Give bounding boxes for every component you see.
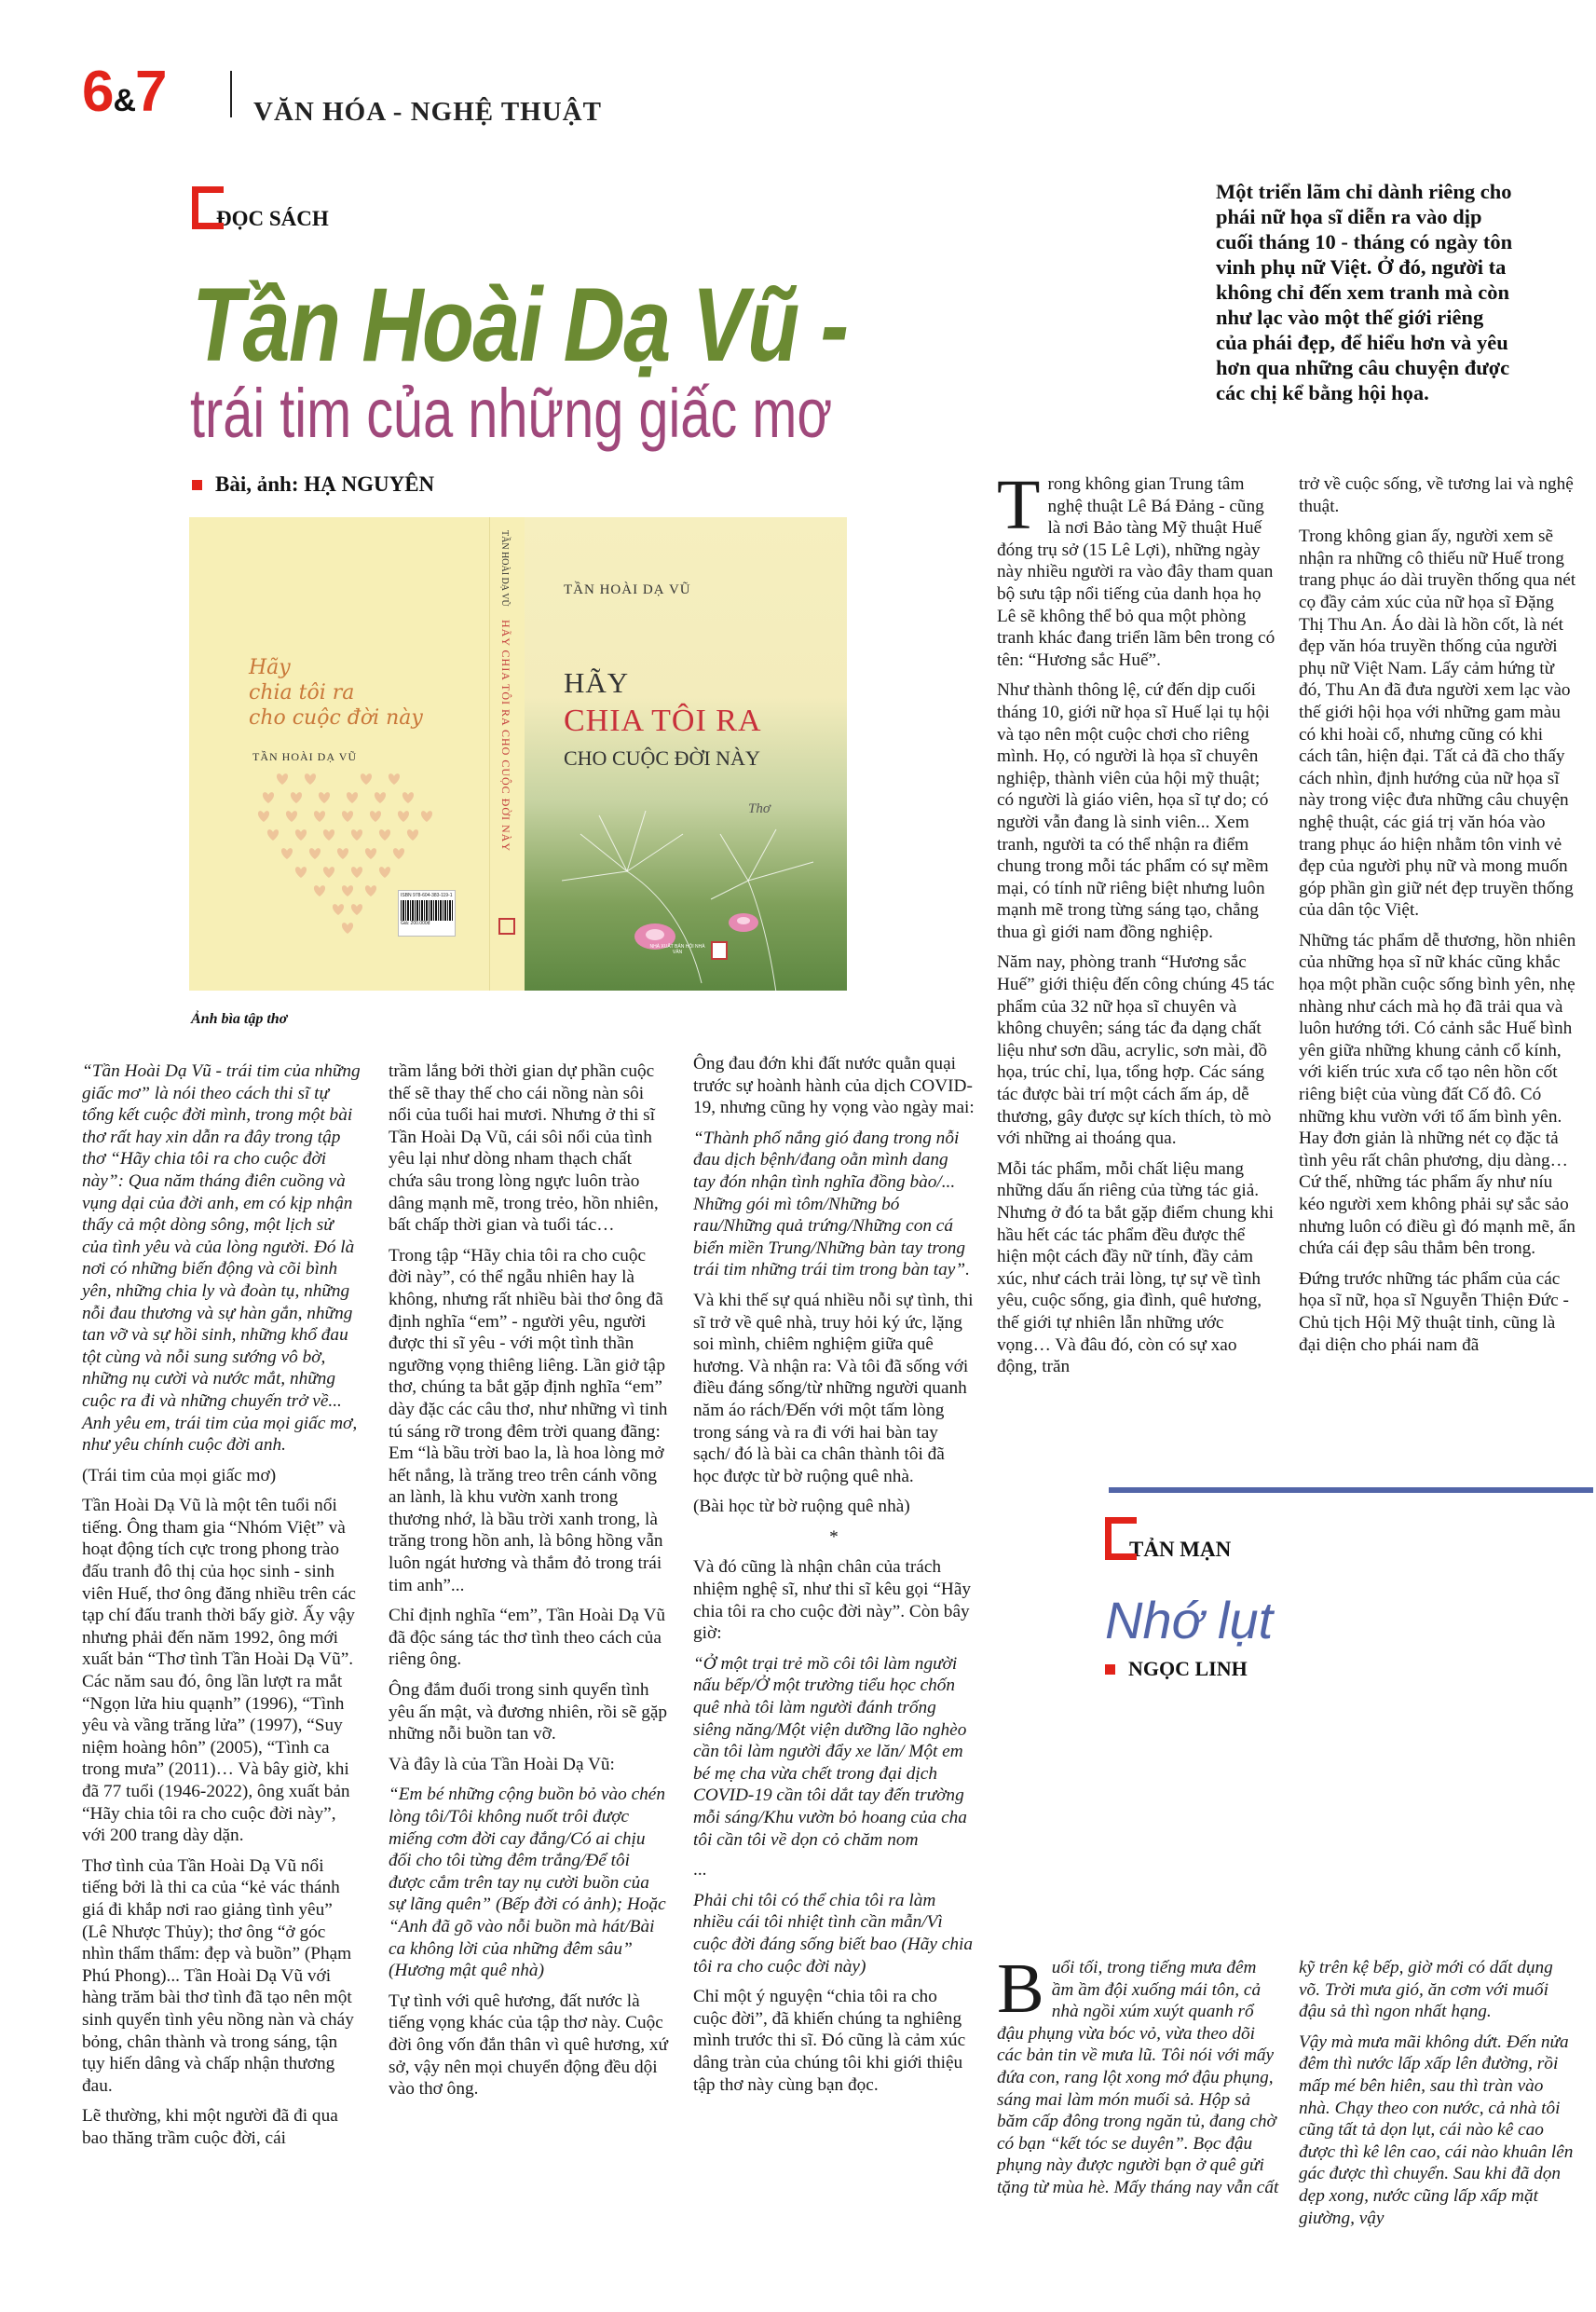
paragraph: Lẽ thường, khi một người đã đi qua bao thăng trầm cuộc đời, cái	[82, 2106, 338, 2148]
heart-shape	[319, 792, 330, 803]
paragraph: Những tác phẩm dễ thương, hồn nhiên của những họa sĩ nữ khác cũng khắc họa một phần cuộc sống bình yên, nhẹ nhàng như cách mà họ đã trải qua và luôn hướng tới. Có cảnh sắc Huế bình yên giữa những khung cảnh cổ kính, với kiến trúc xưa cổ tạo nên hồn cốt riêng biệt của vùng đất Cố đô. Có những khu vườn với tổ ấm bình yên. Hay đơn giản là những nét cọ đặc tả tình yêu rất chân phương, dịu dàng… Cứ thế, những tác phẩm ấy như níu kéo người xem không phải sự sắc sảo nhưng luôn có điều gì đó mạnh mẽ, ẩn chứa cái đẹp sâu thẳm bên trong.	[1299, 930, 1576, 1259]
publisher-logo-icon	[498, 918, 515, 935]
paragraph: Đứng trước những tác phẩm của các họa sĩ nữ, họa sĩ Nguyễn Thiện Đức - Chủ tịch Hội Mỹ thuật tỉnh, cũng là đại diện cho phái nam đã	[1299, 1268, 1569, 1355]
page-number	[82, 60, 167, 130]
paragraph	[693, 1653, 975, 1851]
paragraph: Và đây là của Tần Hoài Dạ Vũ:	[389, 1754, 615, 1774]
paragraph	[693, 1890, 975, 1977]
book-cover-image	[189, 517, 847, 991]
barcode	[398, 890, 456, 937]
paragraph	[82, 1060, 361, 1457]
paragraph-text: kỹ trên kệ bếp, giờ mới có dất dụng võ. Trời mưa gió, ăn cơm với muối đậu sả thì ngon nhất hạng.	[1299, 1958, 1553, 2022]
kicker-tan-man	[1105, 1517, 1233, 1560]
heart-shape	[351, 867, 362, 878]
cover-back-title-2: chia tôi ra	[249, 681, 355, 705]
cover-back	[189, 517, 489, 991]
paragraph: Ông đau đớn khi đất nước quằn quại trước sự hoành hành của dịch COVID-19, nhưng cũng hy vọng vào ngày mai:	[693, 1054, 975, 1118]
paragraph: (Bài học từ bờ ruộng quê nhà)	[693, 1497, 910, 1517]
heart-shape	[370, 811, 381, 822]
paragraph: Thơ tình của Tần Hoài Dạ Vũ nổi tiếng bởi là thi ca của “kẻ vác thánh giá đi khắp nơi rao giảng tình yêu” (Lê Nhược Thủy); thơ ông “ở góc nhìn thẩm thẩm: đẹp và buồn” (Phạm Phú Phong)... Tần Hoài Dạ Vũ với hàng trăm bài thơ tình đã tạo nên một sinh quyển tình yêu nồng nàn và cháy bỏng, chân thành và trong sáng, tận tụy hiến dâng và chấp nhận thương đau.	[82, 1855, 354, 2096]
heart-shape	[342, 811, 353, 822]
heart-shape	[361, 773, 372, 785]
header-divider	[230, 71, 232, 117]
paragraph: (Trái tim của mọi giấc mơ)	[82, 1465, 277, 1485]
paragraph: Và đó cũng là nhận chân của trách nhiệm nghệ sĩ, như thi sĩ kêu gọi “Hãy chia tôi ra cho cuộc đời này”. Còn bây giờ:	[693, 1557, 972, 1644]
heart-shape	[351, 829, 362, 841]
heart-shape	[342, 885, 353, 896]
paragraph: Chỉ một ý nguyện “chia tôi ra cho cuộc đời”, đã khiến chúng ta nghiêng mình trước thi sĩ. Đó cũng là cảm xúc dâng tràn của chúng tôi khi giới thiệu tập thơ này cùng bạn đọc.	[693, 1987, 966, 2095]
front-genre: Thơ	[748, 801, 771, 816]
page-number-amp: &	[113, 83, 136, 118]
front-publisher-logo-icon	[711, 941, 728, 960]
front-publisher: NHÀ XUẤT BẢN HỘI NHÀ VĂN	[649, 944, 705, 955]
heart-shape	[407, 829, 418, 841]
heart-shape	[342, 923, 353, 934]
section-separator: *	[829, 1526, 839, 1547]
bullet-square-icon	[192, 480, 202, 490]
heart-shape	[323, 829, 334, 841]
paragraph-text: “Thành phố nắng gió đang trong nỗi đau dịch bệnh/đang oằn mình dang tay đón nhận tình nghĩa đồng bào/... Những gói mì tôm/Những bó rau/Những quả trứng/Những con cá biển miền Trung/Những bàn tay trong trái tim những trái tim trong bàn tay”.	[693, 1128, 970, 1280]
paragraph: Và khi thế sự quá nhiều nỗi sự tình, thi sĩ trở về quê nhà, truy hỏi ký ức, lặng soi mình, chiêm nghiệm giữa quê hương. Và nhận ra: Và tôi đã sống với điều đáng sống/từ những người quanh năm áo rách/Đến với một tấm lòng trong sáng và ra đi với hai bàn tay sạch/ đó là bài ca chân thành tôi đã học được từ bờ ruộng quê nhà.	[693, 1290, 974, 1486]
article1-column-1	[82, 1060, 361, 2158]
heart-shape	[379, 867, 390, 878]
front-title-2: CHIA TÔI RA	[564, 704, 762, 738]
cover-back-title-3: cho cuộc đời này	[249, 706, 423, 730]
heart-shape	[305, 773, 316, 785]
heart-shape	[421, 811, 432, 822]
byline-text: Bài, ảnh: HẠ NGUYÊN	[215, 472, 435, 496]
article2-lede: Một triển lãm chỉ dành riêng cho phái nữ họa sĩ diễn ra vào dịp cuối tháng 10 - tháng có ngày tôn vinh phụ nữ Việt. Ở đó, người ta không chỉ đến xem tranh mà còn như lạc vào một thế giới riêng của phái đẹp, để hiểu hơn và yêu hơn qua những câu chuyện được các chị kể bằng hội họa.	[1216, 180, 1513, 404]
paragraph: Tần Hoài Dạ Vũ là một tên tuổi nổi tiếng. Ông tham gia “Nhóm Việt” và hoạt động tích cực trong phong trào đấu tranh đô thị của học sinh - sinh viên Huế, thơ ông đăng nhiều trên các tạp chí đấu tranh thời bấy giờ. Ấy vậy nhưng phải đến năm 1992, ông mới xuất bản “Thơ tình Tần Hoài Dạ Vũ”. Các năm sau đó, ông lần lượt ra mắt “Ngọn lửa hiu quạnh” (1996), “Tình yêu và vầng trăng lửa” (1997), “Suy niệm hoàng hôn” (2005), “Tình ca trong mưa” (2011)… Và bây giờ, khi đã 77 tuổi (1946-2022), ông xuất bản “Hãy chia tôi ra cho cuộc đời này”, với 200 trang dày dặn.	[82, 1496, 356, 1846]
heart-shape	[365, 885, 376, 896]
heart-shape	[309, 848, 321, 859]
paragraph: Trong không gian ấy, người xem sẽ nhận ra những cô thiếu nữ Huế trong trang phục áo dài truyền thống qua nét cọ đầy cảm xúc của nữ họa sĩ Đặng Thị Thu An. Áo dài là hồn cốt, là nét đẹp văn hóa truyền thống của người phụ nữ Việt Nam. Lấy cảm hứng từ đó, Thu An đã đưa người xem lạc vào thế giới hội họa với những gam màu có khi hoài cổ, nhưng cũng có khi cách tân, hiện đại. Tất cả đã cho thấy cách nhìn, định hướng của nữ họa sĩ này trong việc đưa những câu chuyện nghệ thuật, các giá trị văn hóa vào trang phục áo hiện nhằm tôn vinh vẻ đẹp của người phụ nữ và mong muốn góp phần gìn giữ nét đẹp truyền thống của dân tộc Việt.	[1299, 527, 1576, 921]
heart-shape	[393, 848, 404, 859]
page-number-b: 7	[135, 60, 167, 124]
dropcap: T	[997, 466, 1041, 544]
paragraph-text: “Tần Hoài Dạ Vũ - trái tim của những giấc mơ” là nói theo cách thi sĩ tự tổng kết cuộc đời mình, trong một bài thơ rất hay xin dẫn ra đây trong tập thơ “Hãy chia tôi ra cho cuộc đời này”: Qua năm tháng điên cuồng và vụng dại của đời anh, em có kịp nhận thấy cả một dòng sông, một lịch sử của tình yêu và của lòng người. Đó là nơi có những biến động và cõi bình yên, những chia ly và đoàn tụ, những nỗi đau thương và sự hàn gắn, những tan vỡ và sự hồi sinh, những khổ đau tột cùng và nỗi sung sướng vô bờ, những nụ cười và nước mắt, những cuộc ra đi và những chuyến trở về... Anh yêu em, trái tim của mọi giấc mơ, như yêu chính cuộc đời anh.	[82, 1061, 361, 1456]
byline-text: NGỌC LINH	[1128, 1657, 1248, 1680]
paragraph	[1299, 1957, 1578, 2023]
heart-shape	[258, 811, 269, 822]
paragraph-text: “Em bé những cộng buồn bỏ vào chén lòng tôi/Tôi không nuốt trôi được miếng cơm đời cay đắng/Có ai chịu đối cho tôi từng đêm trắng/Để tôi được cắm trên tay nụ cười buồn của sự lãng quên” (Bếp đời có ảnh); Hoặc “Anh đã gõ vào nỗi buồn mà hát/Bài ca không lời của những đêm sâu” (Hương mật quê nhà)	[389, 1785, 666, 1981]
heart-shape	[314, 811, 325, 822]
article1-column-3	[693, 1053, 975, 2104]
byline	[192, 472, 434, 497]
front-title-1: HÃY	[564, 666, 630, 699]
headline-line-1: Tần Hoài Dạ Vũ -	[192, 267, 848, 383]
paragraph	[693, 1128, 975, 1281]
heart-shape	[277, 773, 288, 785]
dropcap: B	[997, 1949, 1044, 2028]
article3-title: Nhớ lụt	[1105, 1591, 1274, 1649]
paragraph	[997, 1949, 1280, 2199]
paragraph	[997, 466, 1278, 671]
kicker-label: TẢN MẠN	[1129, 1538, 1232, 1561]
paragraph	[389, 1784, 668, 1981]
article2-column-1	[997, 466, 1278, 1387]
page-number-a: 6	[82, 60, 114, 124]
tan-man-divider	[1109, 1487, 1593, 1493]
paragraph: Ông đắm đuối trong sinh quyển tình yêu ấn mật, và đương nhiên, rồi sẽ gặp những nỗi buồn tan vỡ.	[389, 1680, 668, 1744]
kicker-label: ĐỌC SÁCH	[216, 207, 329, 230]
heart-shape	[291, 792, 302, 803]
article2-column-2	[1299, 473, 1578, 1364]
kicker-bracket-icon	[192, 186, 224, 229]
paragraph: Năm nay, phòng tranh “Hương sắc Huế” giới thiệu đến công chúng 45 tác phẩm của 32 nữ họa sĩ chuyên và không chuyên; sáng tác đa dạng chất liệu như sơn dầu, acrylic, sơn mài, đồ họa, trúc chỉ, lụa, tổng hợp. Các sáng tác được bài trí một cách ấm áp, dễ thương, gây được sự kích thích, tò mò với những ai thoáng qua.	[997, 952, 1275, 1149]
bullet-square-icon	[1105, 1664, 1115, 1675]
heart-shape	[286, 811, 297, 822]
spine-title: HÃY CHIA TÔI RA CHO CUỘC ĐỜI NÀY	[499, 620, 512, 853]
article3-column-1	[997, 1949, 1280, 2208]
heart-shape	[263, 792, 274, 803]
barcode-bars-icon	[401, 900, 453, 921]
paragraph-text	[997, 1949, 1279, 2197]
kicker-doc-sach	[192, 186, 331, 229]
paragraph: Chỉ định nghĩa “em”, Tần Hoài Dạ Vũ đã độc sáng tác thơ tình theo cách của riêng ông.	[389, 1606, 666, 1670]
paragraph: trầm lắng bởi thời gian dự phần cuộc thế sẽ thay thế cho cái nồng nàn sôi nổi của tuổi hai mươi. Nhưng ở thi sĩ Tần Hoài Dạ Vũ, cái sôi nổi của tình yêu lại như dòng nham thạch chất chứa sâu trong lòng ngực luôn trào dâng mạnh mẽ, trong trẻo, hồn nhiên, bất chấp thời gian và tuổi tác…	[389, 1061, 659, 1236]
heart-shape	[375, 792, 386, 803]
price-text: Giá: 200.000đ	[401, 921, 430, 926]
paragraph: Mỗi tác phẩm, mỗi chất liệu mang những dấu ấn riêng của từng tác giả. Nhưng ở đó ta bắt gặp điểm chung khi hầu hết các tác phẩm đều được thể hiện một cách đầy nữ tính, đầy cảm xúc, như cách trải lòng, tự sự về tình yêu, cuộc sống, gia đình, quê hương, thế giới tự nhiên lẫn những ước vọng… Và đâu đó, còn có sự xao động, trăn	[997, 1158, 1274, 1377]
paragraph: Tự tình với quê hương, đất nước là tiếng vọng khác của tập thơ này. Cuộc đời ông vốn đắn thân vì quê hương, xứ sở, vậy nên mọi chuyển động đều dội vào thơ ông.	[389, 1991, 668, 2100]
heart-shape	[323, 867, 334, 878]
heart-shape	[398, 811, 409, 822]
heart-shape	[267, 829, 279, 841]
heart-shape	[402, 792, 414, 803]
paragraph	[1299, 2032, 1578, 2229]
cover-back-title-1: Hãy	[249, 656, 291, 679]
paragraph: Như thành thông lệ, cứ đến dịp cuối tháng 10, giới nữ họa sĩ Huế lại tụ hội và tạo nên một cuộc chơi cho riêng mình. Họ, có người là họa sĩ chuyên nghiệp, thành viên của hội mỹ thuật; có người là giáo viên, họa sĩ tự do; có người vẫn đang là sinh viên... Xem tranh, người ta có thể nhận ra điểm chung trong mỗi tác phẩm có sự mềm mại, có tính nữ riêng biệt nhưng luôn mạnh mẽ trong từng sáng tạo, chẳng thua gì giới nam đồng nghiệp.	[997, 680, 1270, 942]
paragraph-text: Vậy mà mưa mãi không dứt. Đến nửa đêm thì nước lấp xấp lên đường, rồi mấp mé bên hiên, sau thì tràn vào nhà. Chạy theo con nước, cả nhà tôi cũng tất tả dọn lụt, cái nào kê cao được thì kê lên cao, cái nào khuân lên gác được thì chuyển. Sau khi đã dọn dẹp xong, nước cũng lấp xấp mặt giường, vậy	[1299, 2032, 1574, 2228]
heart-shape	[379, 829, 390, 841]
cover-front	[525, 517, 847, 991]
front-title-3: CHO CUỘC ĐỜI NÀY	[564, 746, 760, 770]
article3-byline	[1105, 1657, 1248, 1681]
isbn-text: ISBN 978-604-383-119-1	[401, 893, 453, 898]
paragraph: Trong tập “Hãy chia tôi ra cho cuộc đời này”, có thể ngẫu nhiên hay là không, nhưng rất nhiều bài thơ ông đã định nghĩa “em” - người yêu, người được thi sĩ yêu - với một tình thần ngưỡng vọng thiêng liêng. Lần giở tập thơ, chúng ta bắt gặp định nghĩa “em” dày đặc các câu thơ, như những vì tinh tú sáng rỡ trong đêm trời quang đãng: Em “là bầu trời bao la, là hoa lòng mở hết nắng, là trăng treo trên cánh võng an lành, là khu vườn xanh trong thương nhớ, là bầu trời xanh trong, là trăng trong hồn anh, là bông hồng vẫn luôn ngát hương và thắm đỏ trong trái tim anh”...	[389, 1245, 668, 1595]
cover-spine	[489, 517, 525, 991]
heart-shape	[389, 773, 400, 785]
heart-shape	[333, 904, 344, 915]
heart-shape	[365, 848, 376, 859]
heart-shape	[295, 829, 307, 841]
front-author: TẦN HOÀI DẠ VŨ	[564, 582, 691, 597]
heart-shape	[351, 904, 362, 915]
paragraph: trở về cuộc sống, về tương lai và nghệ thuật.	[1299, 474, 1574, 516]
article1-column-2	[389, 1060, 668, 2109]
paragraph-text: rong không gian Trung tâm nghệ thuật Lê Bá Đảng - cũng là nơi Bảo tàng Mỹ thuật Huế đóng trụ sở (15 Lê Lợi), những ngày này nhiều người ra vào đây tham quan bộ sưu tập nổi tiếng của danh họa họ Lê sẽ không thể bỏ qua một phòng tranh khác đang triển lãm bên trong có tên: “Hương sắc Huế”.	[997, 474, 1275, 670]
paragraph-body: uổi tối, trong tiếng mưa đêm ầm ầm đội xuống mái tôn, cả nhà ngồi xúm xuýt quanh rổ đậu phụng vừa bóc vỏ, vừa theo dõi các bản tin về mưa lũ. Tôi nói với mấy đứa con, rang lột xong mớ đậu phụng, sáng mai làm món muối sả. Hộp sả băm cấp đông trong ngăn tủ, đang chờ có bạn “kết tóc se duyên”. Bọc đậu phụng này được người bạn ở quê gửi tặng từ mùa hè. Mấy tháng nay vẫn cất	[997, 1958, 1279, 2197]
heart-shape	[337, 848, 348, 859]
heart-shape	[281, 848, 293, 859]
heart-shape	[295, 867, 307, 878]
heart-shape	[314, 885, 325, 896]
heart-shape	[347, 792, 358, 803]
article3-column-2	[1299, 1957, 1578, 2237]
cover-caption: Ảnh bìa tập thơ	[191, 1011, 288, 1027]
paragraph-text: “Ở một trại trẻ mồ côi tôi làm người nấu bếp/Ở một trường tiểu học chốn quê nhà tôi làm người đánh trống siêng năng/Một viện dưỡng lão nghèo cần tôi làm người đẩy xe lăn/ Một em bé mẹ cha vừa chết trong đại dịch COVID-19 cần tôi dắt tay đến trường mỗi sáng/Khu vườn bỏ hoang của cha tôi cần tôi về dọn cỏ chăm nom	[693, 1653, 967, 1850]
headline-line-2: trái tim của những giấc mơ	[190, 375, 833, 452]
spine-author: TẦN HOÀI DẠ VŨ	[499, 530, 510, 607]
dandelion-flower-icon	[543, 797, 841, 991]
section-title: VĂN HÓA - NGHỆ THUẬT	[253, 97, 602, 127]
cover-back-author: TẦN HOÀI DẠ VŨ	[252, 750, 358, 763]
kicker-bracket-icon	[1105, 1517, 1137, 1560]
paragraph: ...	[693, 1860, 707, 1881]
paragraph-text: Phải chi tôi có thể chia tôi ra làm nhiều cái tôi nhiệt tình cần mẫn/Vì cuộc đời đáng sống biết bao (Hãy chia tôi ra cho cuộc đời này)	[693, 1890, 973, 1977]
